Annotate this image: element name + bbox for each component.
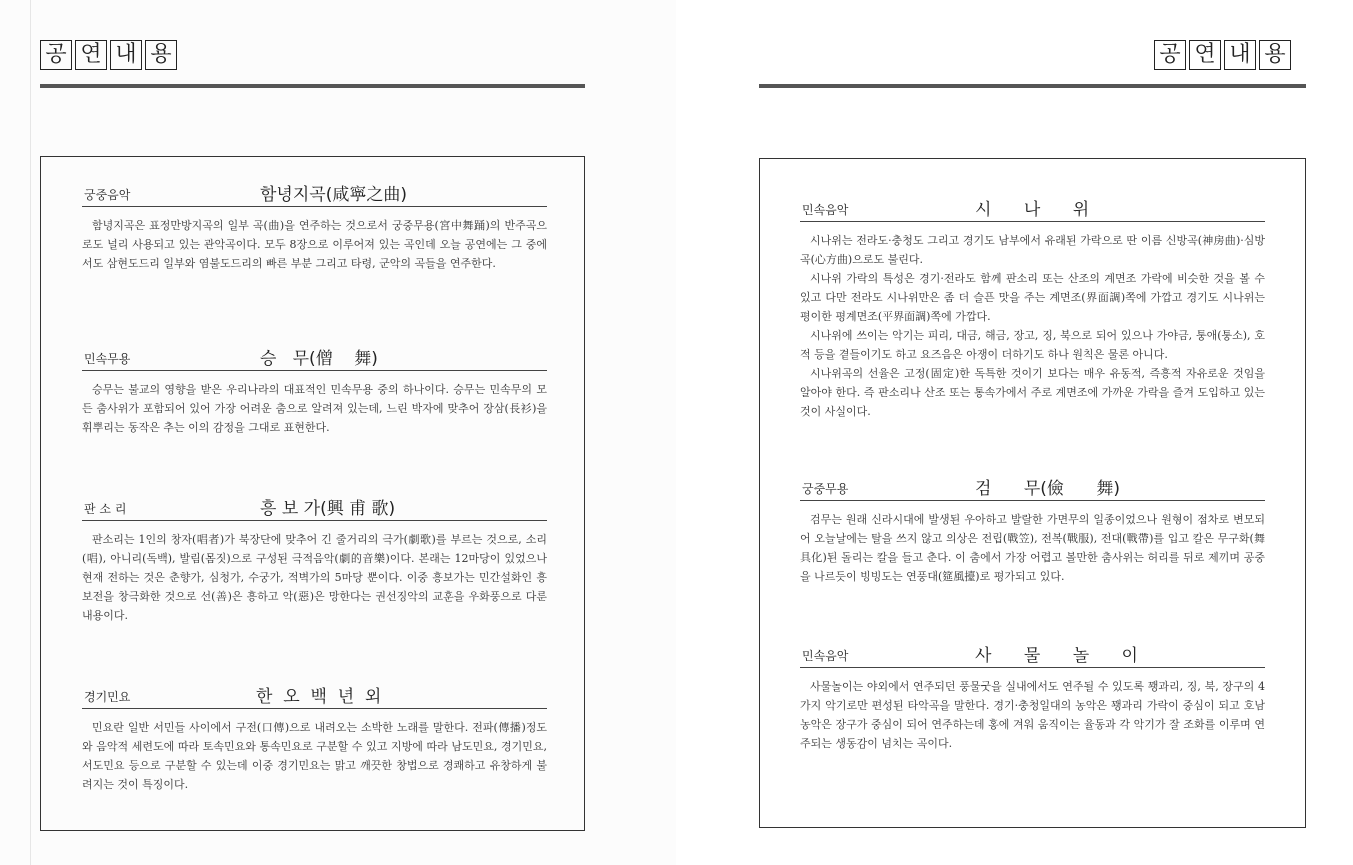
header-char: 용	[1259, 40, 1291, 70]
page-header-left	[40, 40, 177, 70]
paragraph: 민요란 일반 서민들 사이에서 구전(口傳)으로 내려오는 소박한 노래를 말한다. 전파(傳播)정도와 음악적 세련도에 따라 토속민요와 통속민요로 구분할 수 있고 지방에 따라 남도민요, 경기민요, 서도민요 등으로 구분할 수 있는데 이중 경기민요는 맑고 깨끗한 창법으로 경쾌하고 유창하게 불려지는 것이 특징이다.	[82, 721, 547, 791]
paragraph: 시나위곡의 선율은 고정(固定)한 독특한 것이기 보다는 매우 유동적, 즉흥적 자유로운 것임을 알아야 한다. 즉 판소리나 산조 또는 통속가에서 주로 계면조에 가까운 가락을 즐겨 도입하고 있는 것이 사실이다.	[800, 367, 1265, 418]
section-body	[82, 530, 547, 625]
section-title: 검 무(儉 舞)	[975, 479, 1120, 499]
section-title: 한 오 백 년 외	[256, 687, 382, 707]
paragraph: 승무는 불교의 영향을 받은 우리나라의 대표적인 민속무용 중의 하나이다. 승무는 민속무의 모든 춤사위가 포함되어 있어 가장 어려운 춤으로 알려져 있는데, 느린 박자에 맞추어 장삼(長衫)을 휘뿌리는 동작은 추는 이의 감정을 그대로 표현한다.	[82, 383, 547, 434]
section-hamnyeong	[82, 182, 547, 273]
paragraph: 시나위에 쓰이는 악기는 피리, 대금, 해금, 장고, 징, 북으로 되어 있으나 가야금, 퉁애(퉁소), 호적 등을 곁들이기도 하고 요즈음은 아쟁이 더하기도 하나 원칙은 물론 아니다.	[800, 329, 1265, 361]
section-body	[82, 718, 547, 794]
section-heungboga	[82, 496, 547, 625]
section-body	[800, 231, 1265, 421]
section-category: 경기민요	[84, 690, 131, 704]
paragraph: 사물놀이는 야외에서 연주되던 풍물굿을 실내에서도 연주될 수 있도록 꽹과리, 징, 북, 장구의 4가지 악기로만 편성된 타악곡을 말한다. 경기·충청일대의 농악은 꽹과리 가락이 중심이 되고 호남농악은 장구가 중심이 되어 연주하는데 홍에 겨워 움직이는 율동과 각 악기가 잘 조화를 이루며 연주되는 생동감이 넘치는 곡이다.	[800, 680, 1265, 750]
section-category: 민속음악	[802, 649, 849, 663]
section-geommu	[800, 476, 1265, 586]
header-rule	[40, 84, 585, 88]
section-title: 승 무(僧 舞)	[260, 349, 378, 369]
paragraph: 판소리는 1인의 창자(唱者)가 북장단에 맞추어 긴 줄거리의 극가(劇歌)를 부르는 것으로, 소리(唱), 아니리(독백), 발림(몸짓)으로 구성된 극적음악(劇的音樂)이다. 본래는 12마당이 있었으나 현재 전하는 것은 춘향가, 심청가, 수궁가, 적벽가의 5마당 뿐이다. 이중 흥보가는 민간설화인 흥보전을 창극화한 것으로 선(善)은 흥하고 악(惡)은 망한다는 권선징악의 교훈을 우화풍으로 다룬 내용이다.	[82, 533, 547, 622]
section-category: 민속음악	[802, 203, 849, 217]
section-title: 흥 보 가(興 甫 歌)	[260, 499, 396, 519]
header-char: 용	[145, 40, 177, 70]
section-category: 판 소 리	[84, 502, 127, 516]
section-seungmu	[82, 346, 547, 437]
section-sinawi	[800, 197, 1265, 421]
header-char: 내	[1224, 40, 1256, 70]
section-body	[800, 510, 1265, 586]
section-header	[800, 476, 1265, 501]
header-rule	[759, 84, 1306, 88]
section-header	[82, 182, 547, 207]
section-title: 함녕지곡(咸寧之曲)	[260, 185, 407, 205]
paragraph: 검무는 원래 신라시대에 발생된 우아하고 발랄한 가면무의 일종이었으나 원형이 점차로 변모되어 오늘날에는 탈을 쓰지 않고 의상은 전립(戰笠), 전복(戰服), 전대(戰帶)를 입고 칼은 무구화(舞具化)된 돌리는 칼을 들고 춘다. 이 춤에서 가장 어렵고 볼만한 춤사위는 허리를 뒤로 제끼며 공중을 나르듯이 빙빙도는 연풍대(筵風擡)로 평가되고 있다.	[800, 513, 1265, 583]
section-header	[82, 346, 547, 371]
section-header	[82, 684, 547, 709]
page-header-right	[1154, 40, 1291, 70]
section-samulnori	[800, 643, 1265, 753]
right-page	[676, 0, 1353, 865]
header-char: 연	[1189, 40, 1221, 70]
paragraph: 시나위 가락의 특성은 경기·전라도 함께 판소리 또는 산조의 계면조 가락에 비슷한 것을 볼 수 있고 다만 전라도 시나위만은 좀 더 슬픈 맛을 주는 계면조(界面調)쪽에 가깝고 경기도 시나위는 평이한 평계면조(平界面調)쪽에 가깝다.	[800, 272, 1265, 323]
paragraph: 시나위는 전라도·충청도 그리고 경기도 남부에서 유래된 가락으로 딴 이름 신방곡(神房曲)·심방곡(心方曲)으로도 불린다.	[800, 234, 1265, 266]
left-page	[0, 0, 676, 865]
header-char: 내	[110, 40, 142, 70]
paragraph: 함녕지곡은 표정만방지곡의 일부 곡(曲)을 연주하는 것으로서 궁중무용(宮中舞踊)의 반주곡으로도 널리 사용되고 있는 관악곡이다. 모두 8장으로 이루어져 있는 곡인데 오늘 공연에는 그 중에서도 삼현도드리 일부와 염불도드리의 빠른 부분 그리고 타령, 군악의 곡들을 연주한다.	[82, 219, 547, 270]
section-body	[82, 216, 547, 273]
section-gyeonggi-minyo	[82, 684, 547, 794]
section-body	[82, 380, 547, 437]
section-title: 시 나 위	[975, 200, 1090, 220]
section-header	[800, 643, 1265, 668]
section-header	[82, 496, 547, 521]
section-category: 민속무용	[84, 352, 131, 366]
section-header	[800, 197, 1265, 222]
section-body	[800, 677, 1265, 753]
section-title: 사 물 놀 이	[975, 646, 1138, 666]
header-char: 공	[40, 40, 72, 70]
section-category: 궁중무용	[802, 482, 849, 496]
section-category: 궁중음악	[84, 188, 131, 202]
header-char: 공	[1154, 40, 1186, 70]
header-char: 연	[75, 40, 107, 70]
